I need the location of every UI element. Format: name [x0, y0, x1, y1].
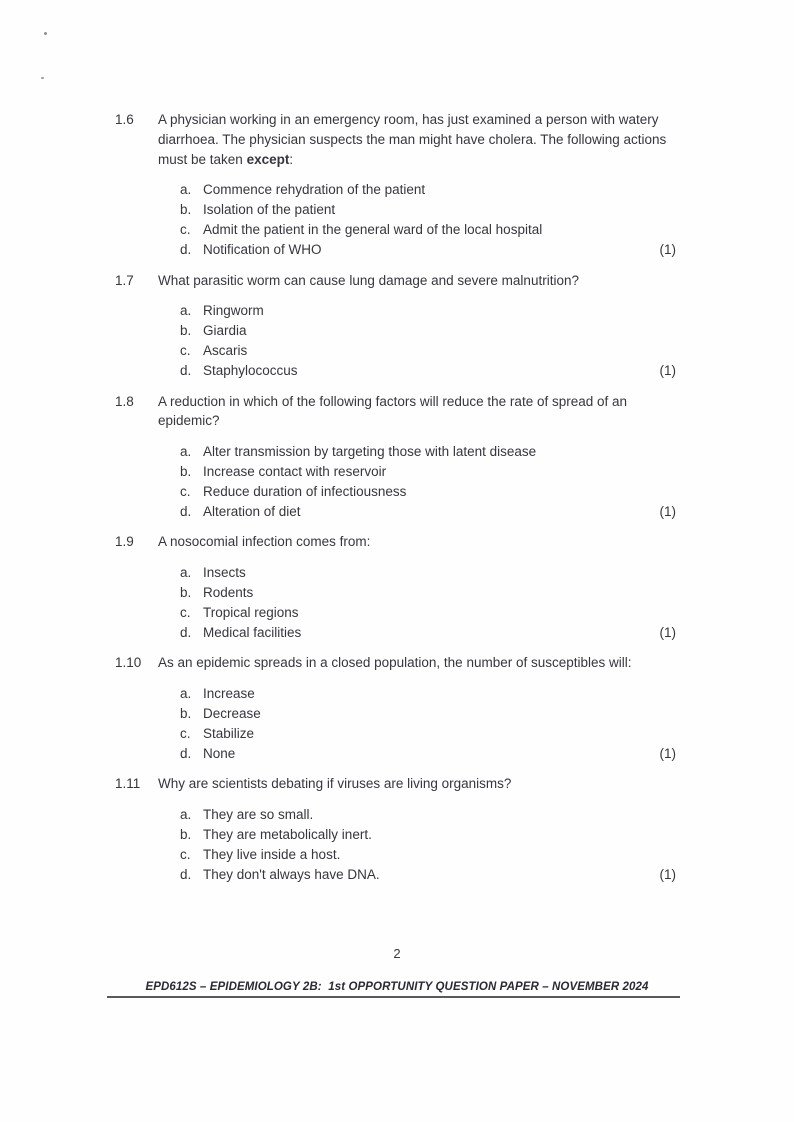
- option-letter: a.: [180, 444, 192, 460]
- option-b: [180, 200, 676, 220]
- option-c: [180, 603, 676, 623]
- question-text-main: A reduction in which of the following factors will reduce the rate of spread of an epidemic?: [158, 393, 628, 429]
- option-letter: d.: [180, 624, 192, 640]
- question-text-main: What parasitic worm can cause lung damage and severe malnutrition?: [158, 272, 579, 288]
- marks-label: (1): [659, 241, 676, 257]
- option-c: [180, 220, 676, 240]
- option-d: [180, 865, 676, 885]
- option-letter: b.: [180, 463, 192, 479]
- question-text-main: A physician working in an emergency room, has just examined a person with watery diarrhoea. The physician suspects the man might have cholera. The following actions must be taken: [158, 112, 667, 167]
- option-letter: b.: [180, 705, 192, 721]
- question-1-10: [115, 653, 676, 763]
- option-text: Rodents: [203, 584, 254, 600]
- question-1-9: [115, 532, 676, 642]
- option-text: Decrease: [203, 705, 261, 721]
- option-letter: c.: [180, 483, 191, 499]
- option-letter: c.: [180, 342, 191, 358]
- footer-title: EPD612S – EPIDEMIOLOGY 2B: 1st OPPORTUNITY QUESTION PAPER – NOVEMBER 2024: [145, 981, 649, 993]
- option-b: [180, 462, 676, 482]
- option-text: Isolation of the patient: [203, 202, 336, 218]
- options-list: [180, 301, 676, 380]
- question-number: 1.9: [115, 534, 134, 550]
- option-letter: b.: [180, 826, 192, 842]
- option-letter: c.: [180, 604, 191, 620]
- option-d: [180, 623, 676, 643]
- option-letter: b.: [180, 584, 192, 600]
- option-letter: a.: [180, 807, 192, 823]
- option-a: [180, 442, 676, 462]
- options-list: [180, 684, 676, 763]
- option-a: [180, 684, 676, 704]
- option-text: Ascaris: [203, 342, 248, 358]
- question-text-end: :: [289, 151, 294, 167]
- option-text: None: [203, 745, 236, 761]
- option-text: They are so small.: [203, 807, 314, 823]
- option-letter: c.: [180, 221, 191, 237]
- options-list: [180, 805, 676, 884]
- question-text: [158, 532, 676, 552]
- option-text: Reduce duration of infectiousness: [203, 483, 407, 499]
- option-text: Commence rehydration of the patient: [203, 182, 426, 198]
- options-list: [180, 563, 676, 642]
- option-letter: a.: [180, 686, 192, 702]
- question-text: [158, 392, 676, 432]
- question-number: 1.11: [115, 776, 141, 792]
- option-d: [180, 502, 676, 522]
- question-head: [115, 392, 676, 432]
- option-letter: b.: [180, 202, 192, 218]
- option-letter: d.: [180, 241, 192, 257]
- options-list: [180, 180, 676, 259]
- option-b: [180, 321, 676, 341]
- options-list: [180, 442, 676, 521]
- option-a: [180, 301, 676, 321]
- marks-label: (1): [659, 362, 676, 378]
- option-text: Increase contact with reservoir: [203, 463, 387, 479]
- question-text: [158, 271, 676, 291]
- marks-label: (1): [659, 866, 676, 882]
- option-letter: d.: [180, 745, 192, 761]
- question-text: [158, 774, 676, 794]
- option-letter: c.: [180, 846, 191, 862]
- marks-label: (1): [659, 624, 676, 640]
- option-d: [180, 361, 676, 381]
- option-c: [180, 845, 676, 865]
- option-a: [180, 805, 676, 825]
- question-1-7: [115, 271, 676, 381]
- footer-rule: [107, 996, 680, 998]
- scan-speck: [44, 32, 47, 35]
- question-text: [158, 653, 676, 673]
- option-text: They don't always have DNA.: [203, 866, 380, 882]
- option-text: They are metabolically inert.: [203, 826, 372, 842]
- question-head: [115, 653, 676, 673]
- option-c: [180, 482, 676, 502]
- scan-speck: [41, 77, 44, 79]
- option-text: Admit the patient in the general ward of the local hospital: [203, 221, 543, 237]
- question-number: 1.8: [115, 393, 134, 409]
- option-d: [180, 240, 676, 260]
- option-text: Giardia: [203, 323, 247, 339]
- option-text: They live inside a host.: [203, 846, 341, 862]
- option-b: [180, 704, 676, 724]
- option-text: Ringworm: [203, 303, 264, 319]
- marks-label: (1): [659, 745, 676, 761]
- question-1-8: [115, 392, 676, 522]
- question-1-6: [115, 110, 676, 260]
- question-text-main: Why are scientists debating if viruses are living organisms?: [158, 776, 512, 792]
- question-text: [158, 110, 676, 169]
- question-head: [115, 271, 676, 291]
- option-letter: b.: [180, 323, 192, 339]
- option-text: Increase: [203, 686, 255, 702]
- option-d: [180, 744, 676, 764]
- option-letter: d.: [180, 866, 192, 882]
- option-b: [180, 583, 676, 603]
- question-head: [115, 110, 676, 169]
- option-a: [180, 563, 676, 583]
- option-c: [180, 341, 676, 361]
- question-1-11: [115, 774, 676, 884]
- option-text: Alter transmission by targeting those with latent disease: [203, 444, 537, 460]
- option-c: [180, 724, 676, 744]
- option-b: [180, 825, 676, 845]
- question-text-bold: except: [246, 151, 290, 167]
- option-text: Insects: [203, 565, 246, 581]
- option-letter: a.: [180, 182, 192, 198]
- question-text-main: A nosocomial infection comes from:: [158, 534, 371, 550]
- option-a: [180, 180, 676, 200]
- question-number: 1.7: [115, 272, 134, 288]
- option-text: Medical facilities: [203, 624, 302, 640]
- option-letter: a.: [180, 565, 192, 581]
- question-text-main: As an epidemic spreads in a closed population, the number of susceptibles will:: [158, 655, 632, 671]
- option-text: Alteration of diet: [203, 503, 301, 519]
- option-letter: a.: [180, 303, 192, 319]
- option-text: Staphylococcus: [203, 362, 298, 378]
- question-head: [115, 774, 676, 794]
- question-number: 1.6: [115, 112, 134, 127]
- marks-label: (1): [659, 503, 676, 519]
- option-text: Tropical regions: [203, 604, 299, 620]
- option-text: Notification of WHO: [203, 241, 322, 257]
- option-text: Stabilize: [203, 725, 255, 741]
- question-number: 1.10: [115, 655, 142, 671]
- question-head: [115, 532, 676, 552]
- option-letter: d.: [180, 362, 192, 378]
- option-letter: c.: [180, 725, 191, 741]
- page-number: 2: [393, 946, 401, 961]
- option-letter: d.: [180, 503, 192, 519]
